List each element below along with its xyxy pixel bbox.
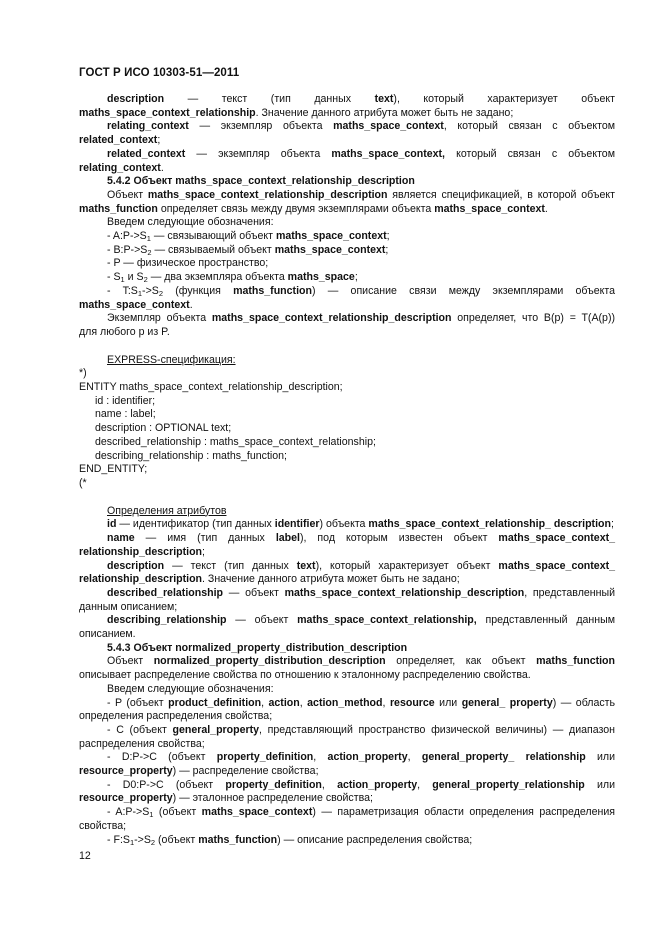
term: maths_function bbox=[79, 202, 158, 215]
text: - D:P->C (объект bbox=[107, 751, 217, 764]
text: ) — описание распределения свойства; bbox=[277, 833, 473, 846]
term: property_definition bbox=[225, 778, 322, 791]
text: или bbox=[584, 778, 616, 791]
text: является спецификацией, в которой объект bbox=[387, 188, 615, 201]
spacer bbox=[79, 491, 615, 505]
text: — связывающий объект bbox=[150, 230, 276, 243]
text: - F:S bbox=[107, 833, 130, 846]
paragraph bbox=[79, 189, 615, 216]
text: ; bbox=[354, 271, 358, 284]
text: или bbox=[434, 696, 462, 709]
term: text bbox=[374, 93, 394, 105]
paragraph bbox=[79, 148, 615, 175]
text: ; bbox=[385, 243, 389, 256]
text: Объект bbox=[107, 655, 154, 668]
term: maths_function bbox=[233, 284, 312, 297]
term: label bbox=[275, 532, 300, 545]
term: general_property_relationship bbox=[432, 778, 585, 791]
text: описывает распределение свойства по отношению к эталонному распределению свойства. bbox=[79, 669, 531, 682]
text: , bbox=[299, 696, 308, 709]
express-spec-label: EXPRESS-спецификация: bbox=[107, 353, 236, 366]
term: action_property bbox=[327, 751, 408, 764]
term: product_definition bbox=[168, 696, 262, 709]
paragraph bbox=[79, 587, 615, 614]
term: relating_context bbox=[79, 161, 161, 174]
text: (функция bbox=[163, 284, 234, 297]
text: ) — область определения распределения свойства; bbox=[79, 696, 616, 723]
list-item bbox=[79, 244, 615, 258]
term: maths_space_context_relationship_description bbox=[147, 188, 388, 201]
term: maths_space_context_relationship_description bbox=[284, 586, 525, 599]
text: определяет, как объект bbox=[385, 655, 537, 668]
text: ) — распределение свойства; bbox=[172, 765, 319, 778]
list-item bbox=[79, 779, 615, 806]
term: related_context bbox=[79, 134, 158, 147]
paragraph: Введем следующие обозначения: bbox=[107, 682, 274, 695]
paragraph bbox=[79, 518, 615, 532]
term: described_relationship bbox=[107, 586, 223, 599]
term: identifier bbox=[274, 518, 320, 531]
term: maths_space_context bbox=[333, 120, 444, 133]
text: ; bbox=[610, 518, 614, 531]
list-item bbox=[79, 751, 615, 778]
text: — экземпляр объекта bbox=[188, 120, 334, 133]
text: - S bbox=[107, 271, 121, 284]
term: maths_space_context bbox=[201, 806, 313, 819]
term: relating_context bbox=[107, 120, 189, 133]
term: maths_space_context_ relationship_description bbox=[79, 532, 616, 558]
list-item bbox=[79, 697, 615, 724]
text: ->S bbox=[142, 284, 159, 297]
text: ) — параметризация области определения распределения свойства; bbox=[79, 806, 615, 832]
term: maths_space_context bbox=[275, 230, 387, 243]
text: ) объекта bbox=[319, 518, 369, 531]
list-item bbox=[79, 724, 615, 751]
subscript: 2 bbox=[158, 288, 163, 298]
text: — текст (тип данных bbox=[164, 93, 375, 105]
text: — связываемый объект bbox=[151, 243, 275, 256]
term: maths_space_context_relationship bbox=[79, 106, 256, 119]
code-line: (* bbox=[79, 476, 87, 489]
subscript: 1 bbox=[120, 275, 125, 285]
list-item: - P — физическое пространство; bbox=[107, 257, 269, 270]
term: maths_space_context bbox=[79, 298, 190, 311]
list-item bbox=[79, 285, 615, 312]
text: , bbox=[417, 778, 433, 791]
list-item bbox=[79, 834, 615, 848]
text: — имя (тип данных bbox=[134, 532, 276, 545]
list-item bbox=[79, 230, 615, 244]
text: - B:P->S bbox=[107, 243, 148, 256]
text: представленный данным описанием. bbox=[79, 614, 616, 641]
term: related_context bbox=[107, 147, 186, 160]
text: определяет связь между двумя экземплярами объекта bbox=[157, 202, 435, 215]
text: и S bbox=[124, 271, 144, 284]
term: describing_relationship bbox=[107, 614, 227, 627]
text: , bbox=[321, 778, 338, 791]
term: normalized_property_distribution_description bbox=[153, 655, 386, 668]
subscript: 2 bbox=[150, 837, 156, 847]
text: - P (объект bbox=[107, 696, 169, 709]
text: , представляющий пространство физической величины) — диапазон распределения свойства; bbox=[79, 723, 615, 750]
document-header: ГОСТ Р ИСО 10303-51—2011 bbox=[79, 67, 240, 79]
text: — идентификатор (тип данных bbox=[116, 518, 275, 531]
term: maths_function bbox=[536, 655, 615, 668]
list-item bbox=[79, 806, 615, 833]
text: ) — описание связи между экземплярами объекта bbox=[311, 284, 616, 297]
text: , bbox=[313, 751, 328, 764]
code-line: describing_relationship : maths_function; bbox=[95, 449, 287, 462]
paragraph bbox=[79, 312, 615, 339]
text: , представленный данным описанием; bbox=[79, 586, 616, 613]
subscript: 2 bbox=[147, 247, 152, 257]
term: description bbox=[107, 93, 165, 105]
text: . Значение данного атрибута может быть не задано; bbox=[255, 106, 514, 119]
text: (объект bbox=[153, 806, 202, 819]
text: - T:S bbox=[107, 284, 138, 297]
text: определяет, что B(p) = T(A(p)) для любого p из P. bbox=[79, 312, 616, 338]
text: . bbox=[544, 202, 548, 215]
text: Объект bbox=[107, 188, 148, 201]
term: action_property bbox=[337, 778, 418, 791]
term: action bbox=[268, 696, 300, 709]
text: — два экземпляра объекта bbox=[147, 271, 288, 284]
text: — объект bbox=[222, 586, 285, 599]
paragraph bbox=[79, 614, 615, 641]
paragraph bbox=[79, 560, 615, 587]
text: , bbox=[382, 696, 390, 709]
paragraph bbox=[79, 655, 615, 682]
subscript: 1 bbox=[129, 837, 135, 847]
term: text bbox=[296, 559, 316, 572]
term: general_property bbox=[172, 723, 260, 736]
subscript: 1 bbox=[137, 288, 143, 298]
text: - C (объект bbox=[107, 723, 173, 736]
section-heading-5-4-3: 5.4.3 Объект normalized_property_distribution_description bbox=[107, 641, 408, 654]
text: — текст (тип данных bbox=[164, 559, 297, 572]
text: . bbox=[189, 298, 193, 311]
term: maths_space_context_ relationship_description bbox=[79, 559, 616, 586]
attribute-definitions-label: Определения атрибутов bbox=[107, 504, 227, 517]
paragraph bbox=[79, 532, 615, 559]
term: maths_space_context_relationship_description bbox=[211, 312, 452, 325]
text: . bbox=[160, 161, 164, 174]
code-line: *) bbox=[79, 367, 87, 380]
paragraph bbox=[79, 120, 615, 147]
term: maths_space_context_relationship, bbox=[297, 614, 477, 627]
text: , bbox=[407, 751, 422, 764]
code-line: described_relationship : maths_space_context_relationship; bbox=[95, 435, 376, 448]
term: maths_space_context, bbox=[331, 147, 445, 160]
text: ), который характеризует объект bbox=[393, 93, 615, 105]
subscript: 2 bbox=[143, 275, 148, 285]
paragraph: Введем следующие обозначения: bbox=[107, 216, 274, 229]
term: resource bbox=[389, 696, 435, 709]
list-item bbox=[79, 271, 615, 285]
text: - A:P->S bbox=[107, 806, 150, 819]
text: или bbox=[585, 751, 616, 764]
text: — объект bbox=[226, 614, 298, 627]
term: maths_space_context bbox=[274, 243, 386, 256]
term: general_property_ relationship bbox=[421, 751, 586, 764]
text: . Значение данного атрибута может быть не задано; bbox=[202, 573, 460, 586]
term: property_definition bbox=[216, 751, 314, 764]
term: resource_property bbox=[79, 765, 173, 778]
text: - D0:P->C (объект bbox=[107, 778, 226, 791]
term: id bbox=[107, 518, 117, 531]
code-line: END_ENTITY; bbox=[79, 463, 148, 476]
code-line: description : OPTIONAL text; bbox=[95, 422, 232, 435]
text: который связан с объектом bbox=[444, 147, 615, 160]
code-line: id : identifier; bbox=[95, 394, 156, 407]
term: maths_space bbox=[287, 271, 355, 284]
page-number: 12 bbox=[79, 850, 91, 862]
section-heading-5-4-2: 5.4.2 Объект maths_space_context_relationship_description bbox=[107, 175, 415, 188]
code-line: ENTITY maths_space_context_relationship_description; bbox=[79, 381, 343, 394]
text: ), под которым известен объект bbox=[299, 532, 499, 545]
term: resource_property bbox=[79, 792, 173, 805]
text: , bbox=[261, 696, 269, 709]
text: ) — эталонное распределение свойства; bbox=[172, 792, 373, 805]
text: — экземпляр объекта bbox=[185, 147, 332, 160]
code-line: name : label; bbox=[95, 408, 156, 421]
subscript: 1 bbox=[146, 234, 151, 244]
paragraph bbox=[79, 93, 615, 120]
term: general_ property bbox=[461, 696, 553, 709]
term: maths_space_context_relationship_ description bbox=[368, 518, 611, 531]
document-body bbox=[79, 93, 615, 847]
text: ->S bbox=[134, 833, 151, 846]
text: (объект bbox=[155, 833, 199, 846]
text: - A:P->S bbox=[107, 230, 147, 243]
spacer bbox=[79, 340, 615, 354]
text: ), который характеризует объект bbox=[315, 559, 499, 572]
term: action_method bbox=[307, 696, 383, 709]
text: ; bbox=[157, 134, 161, 147]
term: description bbox=[107, 559, 165, 572]
term: maths_space_context bbox=[434, 202, 545, 215]
text: , который связан с объектом bbox=[443, 120, 615, 133]
subscript: 1 bbox=[149, 810, 154, 820]
term: name bbox=[107, 532, 135, 545]
term: maths_function bbox=[198, 833, 278, 846]
text: ; bbox=[202, 545, 205, 558]
text: ; bbox=[386, 230, 390, 243]
text: Экземпляр объекта bbox=[107, 312, 212, 325]
